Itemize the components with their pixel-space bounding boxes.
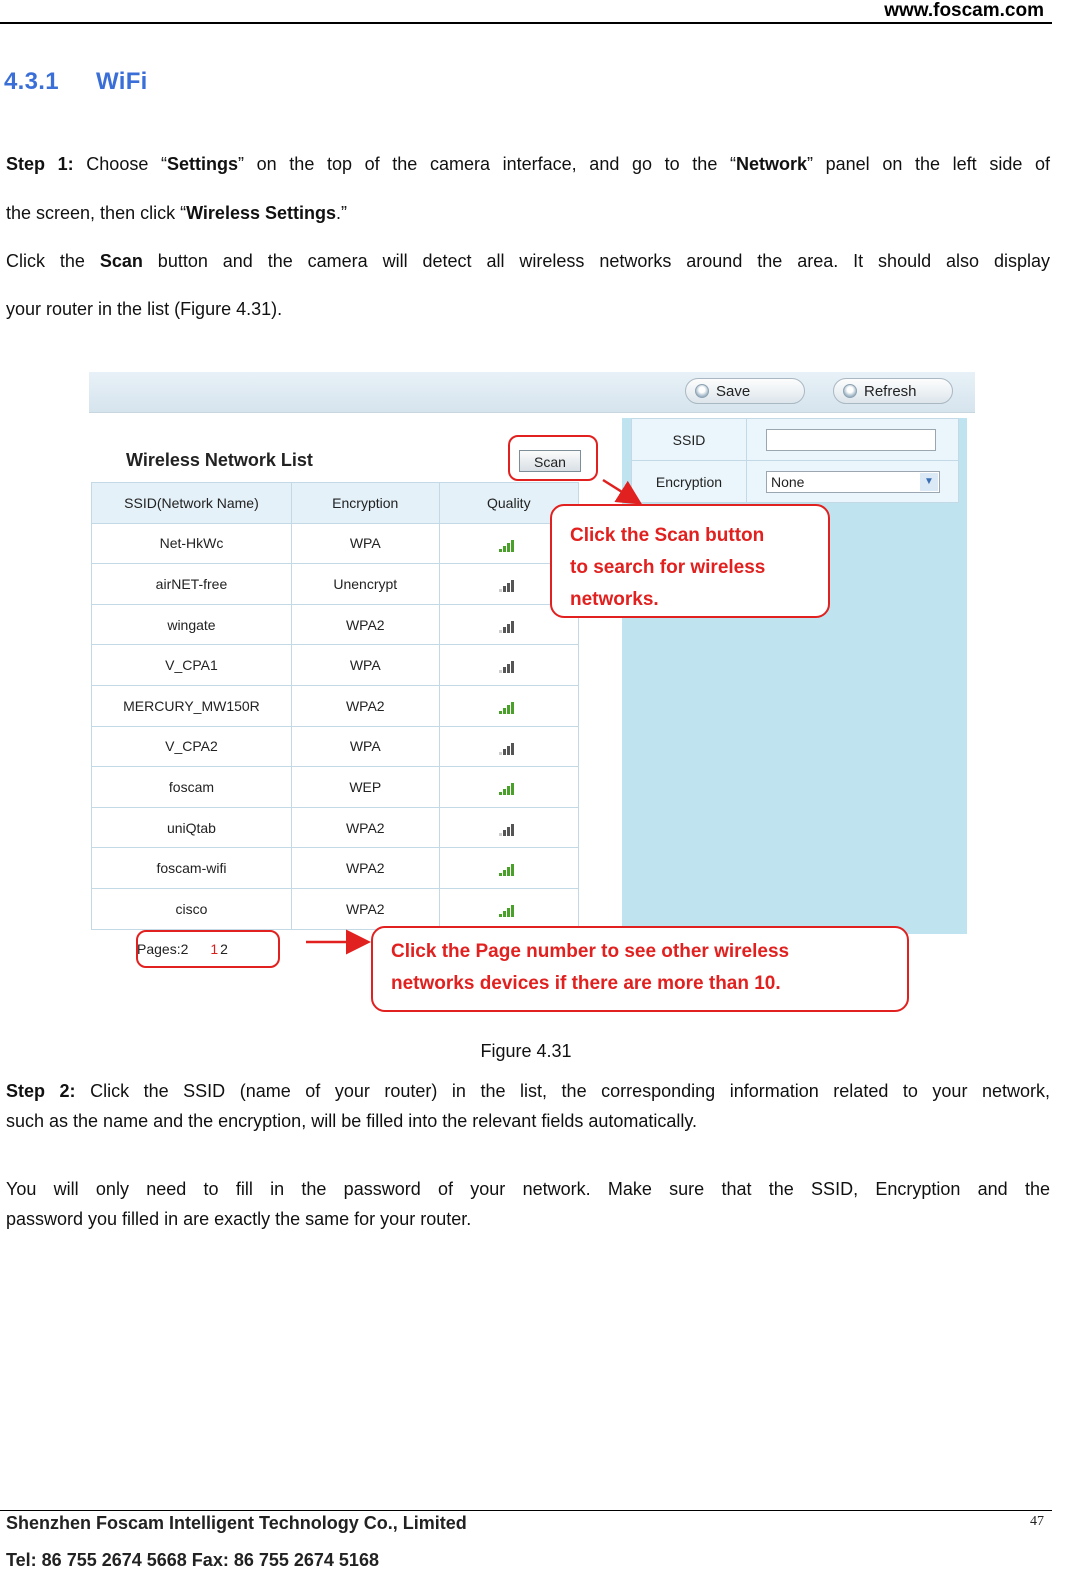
step1-text: ” panel on the left side of xyxy=(807,154,1050,174)
network-ssid[interactable]: foscam-wifi xyxy=(92,848,292,889)
scan-callout-line: Click the Scan button xyxy=(570,525,765,546)
network-encryption: WPA2 xyxy=(291,848,439,889)
step2-line1 xyxy=(6,1080,1050,1102)
footer-contact: Tel: 86 755 2674 5668 Fax: 86 755 2674 5168 xyxy=(6,1550,379,1570)
page-link-2[interactable]: 2 xyxy=(220,941,228,957)
encryption-label: Encryption xyxy=(632,461,747,503)
column-header-ssid: SSID(Network Name) xyxy=(92,483,292,524)
network-ssid[interactable]: cisco xyxy=(92,888,292,929)
scan-callout xyxy=(550,504,830,618)
page-number: 47 xyxy=(1030,1514,1044,1529)
settings-term: Settings xyxy=(166,154,238,174)
scan-button[interactable]: Scan xyxy=(519,450,581,472)
scan-arrow xyxy=(603,480,638,502)
network-ssid[interactable]: Net-HkWc xyxy=(92,523,292,564)
scan-para-line2: your router in the list (Figure 4.31). xyxy=(6,299,283,319)
column-header-quality: Quality xyxy=(439,483,578,524)
page-callout-line: Click the Page number to see other wireless xyxy=(391,941,790,962)
wireless-network-list-title: Wireless Network List xyxy=(126,450,313,470)
scan-term: Scan xyxy=(99,251,143,271)
step1-label: Step 1: xyxy=(6,154,74,174)
network-ssid[interactable]: wingate xyxy=(92,604,292,645)
pages-label: Pages:2 xyxy=(137,941,189,957)
network-encryption: WPA xyxy=(291,523,439,564)
network-ssid[interactable]: V_CPA1 xyxy=(92,645,292,686)
network-encryption: WPA2 xyxy=(291,685,439,726)
wireless-settings-term: Wireless Settings xyxy=(186,203,336,223)
network-term: Network xyxy=(735,154,807,174)
chevron-down-icon: ▼ xyxy=(920,473,938,491)
step1-text: ” on the top of the camera interface, and go to the “ xyxy=(238,154,736,174)
para3-line1: You will only need to fill in the password of your network. Make sure that the SSID, Encryption and the xyxy=(6,1179,1050,1199)
network-encryption: WPA xyxy=(291,645,439,686)
network-encryption: WPA2 xyxy=(291,604,439,645)
network-encryption: Unencrypt xyxy=(291,564,439,605)
figure-caption: Figure 4.31 xyxy=(480,1041,572,1061)
save-label: Save xyxy=(716,382,751,400)
scan-para-text: Click the xyxy=(6,251,100,271)
refresh-label: Refresh xyxy=(864,382,917,400)
column-header-encryption: Encryption xyxy=(291,483,439,524)
scan-callout-line: to search for wireless xyxy=(570,557,766,578)
network-ssid[interactable]: MERCURY_MW150R xyxy=(92,685,292,726)
footer-company: Shenzhen Foscam Intelligent Technology Co., Limited xyxy=(6,1513,467,1533)
network-ssid[interactable]: uniQtab xyxy=(92,807,292,848)
encryption-value: None xyxy=(771,473,805,490)
site-url: www.foscam.com xyxy=(884,0,1044,21)
step2-line2: such as the name and the encryption, will be filled into the relevant fields automatically. xyxy=(6,1111,698,1131)
step2-label: Step 2: xyxy=(6,1081,76,1101)
network-ssid[interactable]: airNET-free xyxy=(92,564,292,605)
para3-line2: password you filled in are exactly the same for your router. xyxy=(6,1209,472,1229)
network-encryption: WPA2 xyxy=(291,807,439,848)
network-encryption: WPA xyxy=(291,726,439,767)
step2-text: Click the SSID (name of your router) in the list, the corresponding information related to your network, xyxy=(75,1081,1050,1101)
network-ssid[interactable]: V_CPA2 xyxy=(92,726,292,767)
step1-text: the screen, then click “ xyxy=(6,203,187,223)
network-encryption: WPA2 xyxy=(291,888,439,929)
step1-text: .” xyxy=(335,203,347,223)
step1-text: Choose “ xyxy=(73,154,167,174)
page-callout xyxy=(371,926,909,1012)
network-encryption: WEP xyxy=(291,767,439,808)
scan-callout-line: networks. xyxy=(570,589,659,610)
section-title: WiFi xyxy=(96,68,148,95)
ssid-label: SSID xyxy=(632,419,747,461)
footer-rule xyxy=(0,1510,1052,1511)
page-link-1[interactable]: 1 xyxy=(210,941,219,957)
page-callout-line: networks devices if there are more than 10. xyxy=(391,973,781,994)
network-ssid[interactable]: foscam xyxy=(92,767,292,808)
scan-para-text: button and the camera will detect all wireless networks around the area. It should also display xyxy=(142,251,1050,271)
section-number: 4.3.1 xyxy=(4,68,59,95)
